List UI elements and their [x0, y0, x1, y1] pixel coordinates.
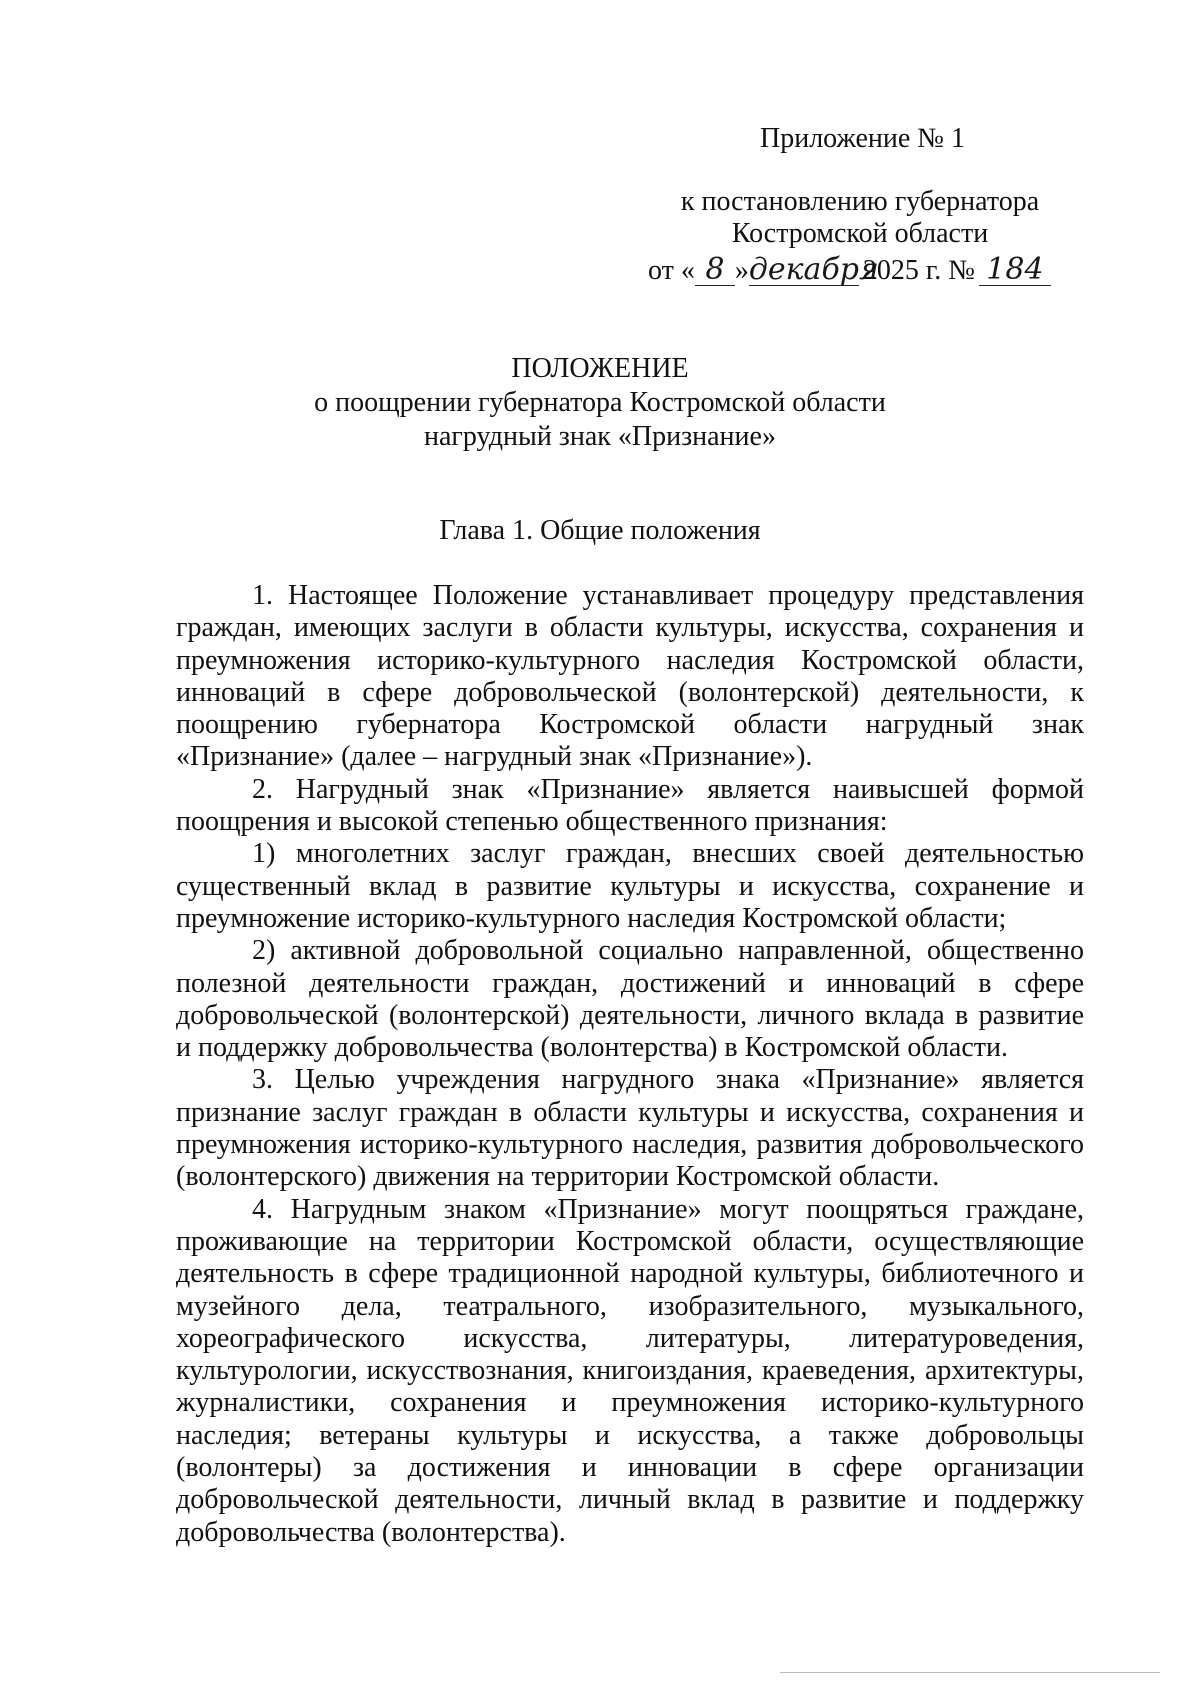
date-quote-close: » — [734, 255, 749, 286]
scan-edge-line — [780, 1672, 1160, 1673]
paragraph-1: 1. Настоящее Положение устанавливает процедуру представления граждан, имеющих заслуги в области культуры, искусства, сохранения и преумножения историко-культурного наследия Костромской области, инноваций в сфере добровольческой (волонтерской) деятельности, к поощрению губернатора Костромской области нагрудный знак «Признание» (далее – нагрудный знак «Признание»). — [176, 580, 1084, 773]
date-prefix: от « — [648, 255, 695, 286]
chapter-heading: Глава 1. Общие положения — [439, 515, 761, 546]
handwritten-day: 8 — [695, 255, 735, 286]
paragraph-3: 3. Целью учреждения нагрудного знака «Признание» является признание заслуг граждан в области культуры и искусства, сохранения и преумножения историко-культурного наследия, развития добровольческого (волонтерского) движения на территории Костромской области. — [176, 1064, 1084, 1193]
document-title — [0, 352, 1200, 454]
document-title-line1: ПОЛОЖЕНИЕ — [511, 353, 689, 384]
paragraph-4: 4. Нагрудным знаком «Признание» могут поощряться граждане, проживающие на территории Костромской области, осуществляющие деятельность в сфере традиционной народной культуры, библиотечного и музейного дела, театрального, изобразительного, музыкального, хореографического искусства, литературы, литературоведения, культурологии, искусствознания, книгоиздания, краеведения, архитектуры, журналистики, сохранения и преумножения историко-культурного наследия; ветераны культуры и искусства, а также добровольцы (волонтеры) за достижения и инновации в сфере организации добровольческой деятельности, личный вклад в развитие и поддержку добровольчества (волонтерства). — [176, 1193, 1084, 1548]
document-title-line2: о поощрении губернатора Костромской области — [314, 387, 886, 418]
handwritten-month: декабря — [748, 252, 879, 287]
document-title-line3: нагрудный знак «Признание» — [424, 421, 776, 452]
decree-date-line — [648, 254, 1051, 288]
document-body — [176, 580, 1084, 1549]
paragraph-2: 2. Нагрудный знак «Признание» является наивысшей формой поощрения и высокой степенью общественного признания: — [176, 773, 1084, 838]
paragraph-2-item-2: 2) активной добровольной социально направленной, общественно полезной деятельности граждан, достижений и инноваций в сфере добровольческой (волонтерской) деятельности, личного вклада в развитие и поддержку добровольчества (волонтерства) в Костромской области. — [176, 935, 1084, 1064]
decree-reference-line2: Костромской области — [731, 218, 989, 249]
decree-reference-line1: к постановлению губернатора — [680, 186, 1040, 217]
date-year-number-label: 2025 г. № — [862, 255, 975, 286]
handwritten-decree-number: 184 — [979, 255, 1051, 286]
decree-reference — [640, 186, 1080, 250]
paragraph-2-item-1: 1) многолетних заслуг граждан, внесших своей деятельностью существенный вклад в развитие культуры и искусства, сохранение и преумножение историко-культурного наследия Костромской области; — [176, 838, 1084, 934]
appendix-title: Приложение № 1 — [760, 123, 965, 154]
